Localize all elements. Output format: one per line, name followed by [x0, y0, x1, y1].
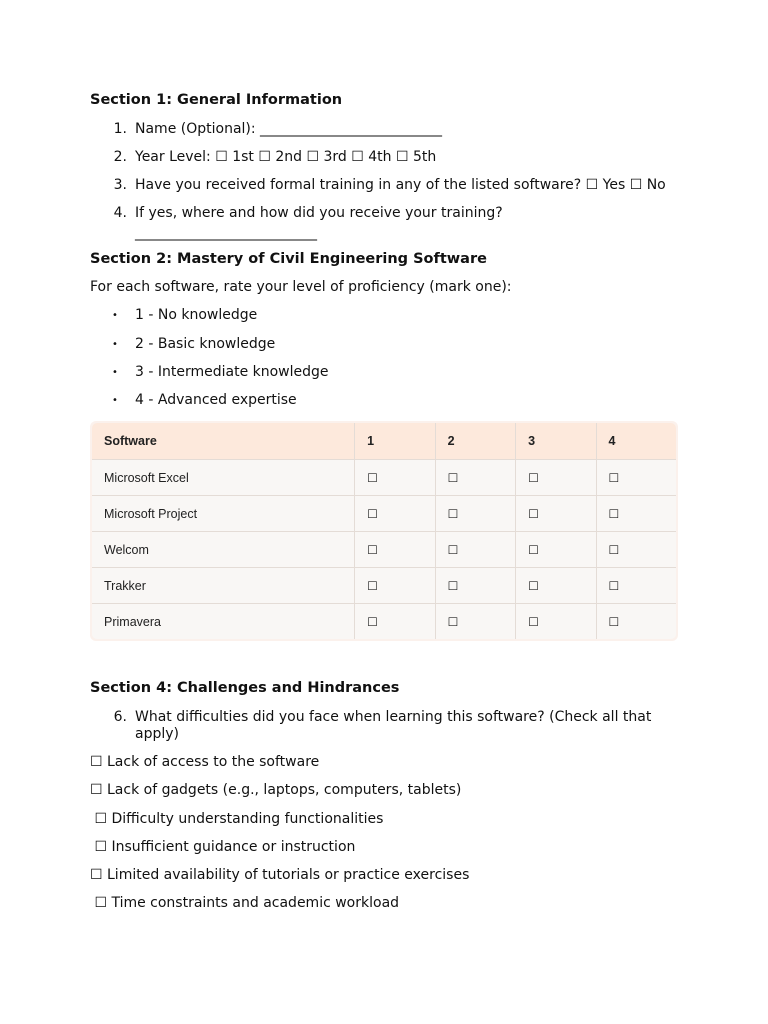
rating-checkbox[interactable]: ☐ — [516, 532, 596, 568]
option-no-access[interactable]: ☐ Lack of access to the software — [90, 754, 320, 770]
item6-number: 6. — [113, 709, 127, 725]
section4-heading: Section 4: Challenges and Hindrances — [90, 680, 400, 696]
rating-checkbox[interactable]: ☐ — [355, 460, 435, 496]
rating-checkbox[interactable]: ☐ — [596, 568, 676, 604]
software-name: Trakker — [92, 568, 355, 604]
bullet: • — [112, 395, 118, 406]
rating-checkbox[interactable]: ☐ — [355, 532, 435, 568]
scale-item: 3 - Intermediate knowledge — [135, 364, 329, 380]
table-row — [92, 604, 676, 640]
year-level-question: Year Level: ☐ 1st ☐ 2nd ☐ 3rd ☐ 4th ☐ 5th — [135, 149, 437, 165]
software-name: Microsoft Project — [92, 496, 355, 532]
proficiency-table — [92, 423, 676, 639]
rating-checkbox[interactable]: ☐ — [516, 604, 596, 640]
header-rating-2: 2 — [435, 423, 515, 460]
option-limited-tutorials[interactable]: ☐ Limited availability of tutorials or practice exercises — [90, 867, 470, 883]
table-row — [92, 532, 676, 568]
bullet: • — [112, 339, 118, 350]
table-row — [92, 460, 676, 496]
scale-item: 1 - No knowledge — [135, 307, 258, 323]
option-no-gadgets[interactable]: ☐ Lack of gadgets (e.g., laptops, computers, tablets) — [90, 782, 462, 798]
scale-item: 2 - Basic knowledge — [135, 336, 276, 352]
table-row — [92, 568, 676, 604]
software-name: Microsoft Excel — [92, 460, 355, 496]
header-rating-3: 3 — [516, 423, 596, 460]
training-question: Have you received formal training in any of the listed software? ☐ Yes ☐ No — [135, 177, 666, 193]
rating-checkbox[interactable]: ☐ — [516, 568, 596, 604]
rating-checkbox[interactable]: ☐ — [355, 496, 435, 532]
section2-heading: Section 2: Mastery of Civil Engineering Software — [90, 251, 487, 267]
difficulties-question-continued: apply) — [135, 726, 179, 742]
option-difficulty-functionalities[interactable]: ☐ Difficulty understanding functionalities — [90, 811, 384, 827]
rating-checkbox[interactable]: ☐ — [516, 460, 596, 496]
rating-checkbox[interactable]: ☐ — [435, 460, 515, 496]
software-name: Primavera — [92, 604, 355, 640]
rating-checkbox[interactable]: ☐ — [596, 460, 676, 496]
section2-intro: For each software, rate your level of proficiency (mark one): — [90, 279, 512, 295]
rating-checkbox[interactable]: ☐ — [608, 614, 620, 629]
section1-heading: Section 1: General Information — [90, 92, 343, 108]
bullet: • — [112, 310, 118, 321]
header-rating-4: 4 — [596, 423, 676, 460]
rating-checkbox[interactable]: ☐ — [435, 532, 515, 568]
table-row — [92, 496, 676, 532]
rating-checkbox[interactable]: ☐ — [596, 532, 676, 568]
rating-checkbox[interactable]: ☐ — [355, 568, 435, 604]
option-time-constraints[interactable]: ☐ Time constraints and academic workload — [90, 895, 400, 911]
header-software: Software — [92, 423, 355, 460]
item2-number: 2. — [113, 149, 127, 165]
header-rating-1: 1 — [355, 423, 435, 460]
rating-checkbox[interactable]: ☐ — [516, 496, 596, 532]
rating-checkbox[interactable]: ☐ — [435, 568, 515, 604]
proficiency-table-frame — [90, 421, 678, 641]
name-question: Name (Optional): __________________________ — [135, 121, 443, 137]
option-insufficient-guidance[interactable]: ☐ Insufficient guidance or instruction — [90, 839, 356, 855]
item4-number: 4. — [113, 205, 127, 221]
table-header-row — [92, 423, 676, 460]
software-name: Welcom — [92, 532, 355, 568]
rating-checkbox[interactable]: ☐ — [435, 604, 515, 640]
rating-checkbox[interactable]: ☐ — [596, 496, 676, 532]
rating-checkbox[interactable]: ☐ — [355, 604, 435, 640]
rating-checkbox[interactable]: ☐ — [435, 496, 515, 532]
scale-item: 4 - Advanced expertise — [135, 392, 297, 408]
item1-number: 1. — [113, 121, 127, 137]
item3-number: 3. — [113, 177, 127, 193]
training-where-question: If yes, where and how did you receive your training? — [135, 205, 503, 221]
bullet: • — [112, 367, 118, 378]
difficulties-question: What difficulties did you face when learning this software? (Check all that — [135, 709, 652, 725]
training-where-answer-line: __________________________ — [135, 225, 317, 241]
